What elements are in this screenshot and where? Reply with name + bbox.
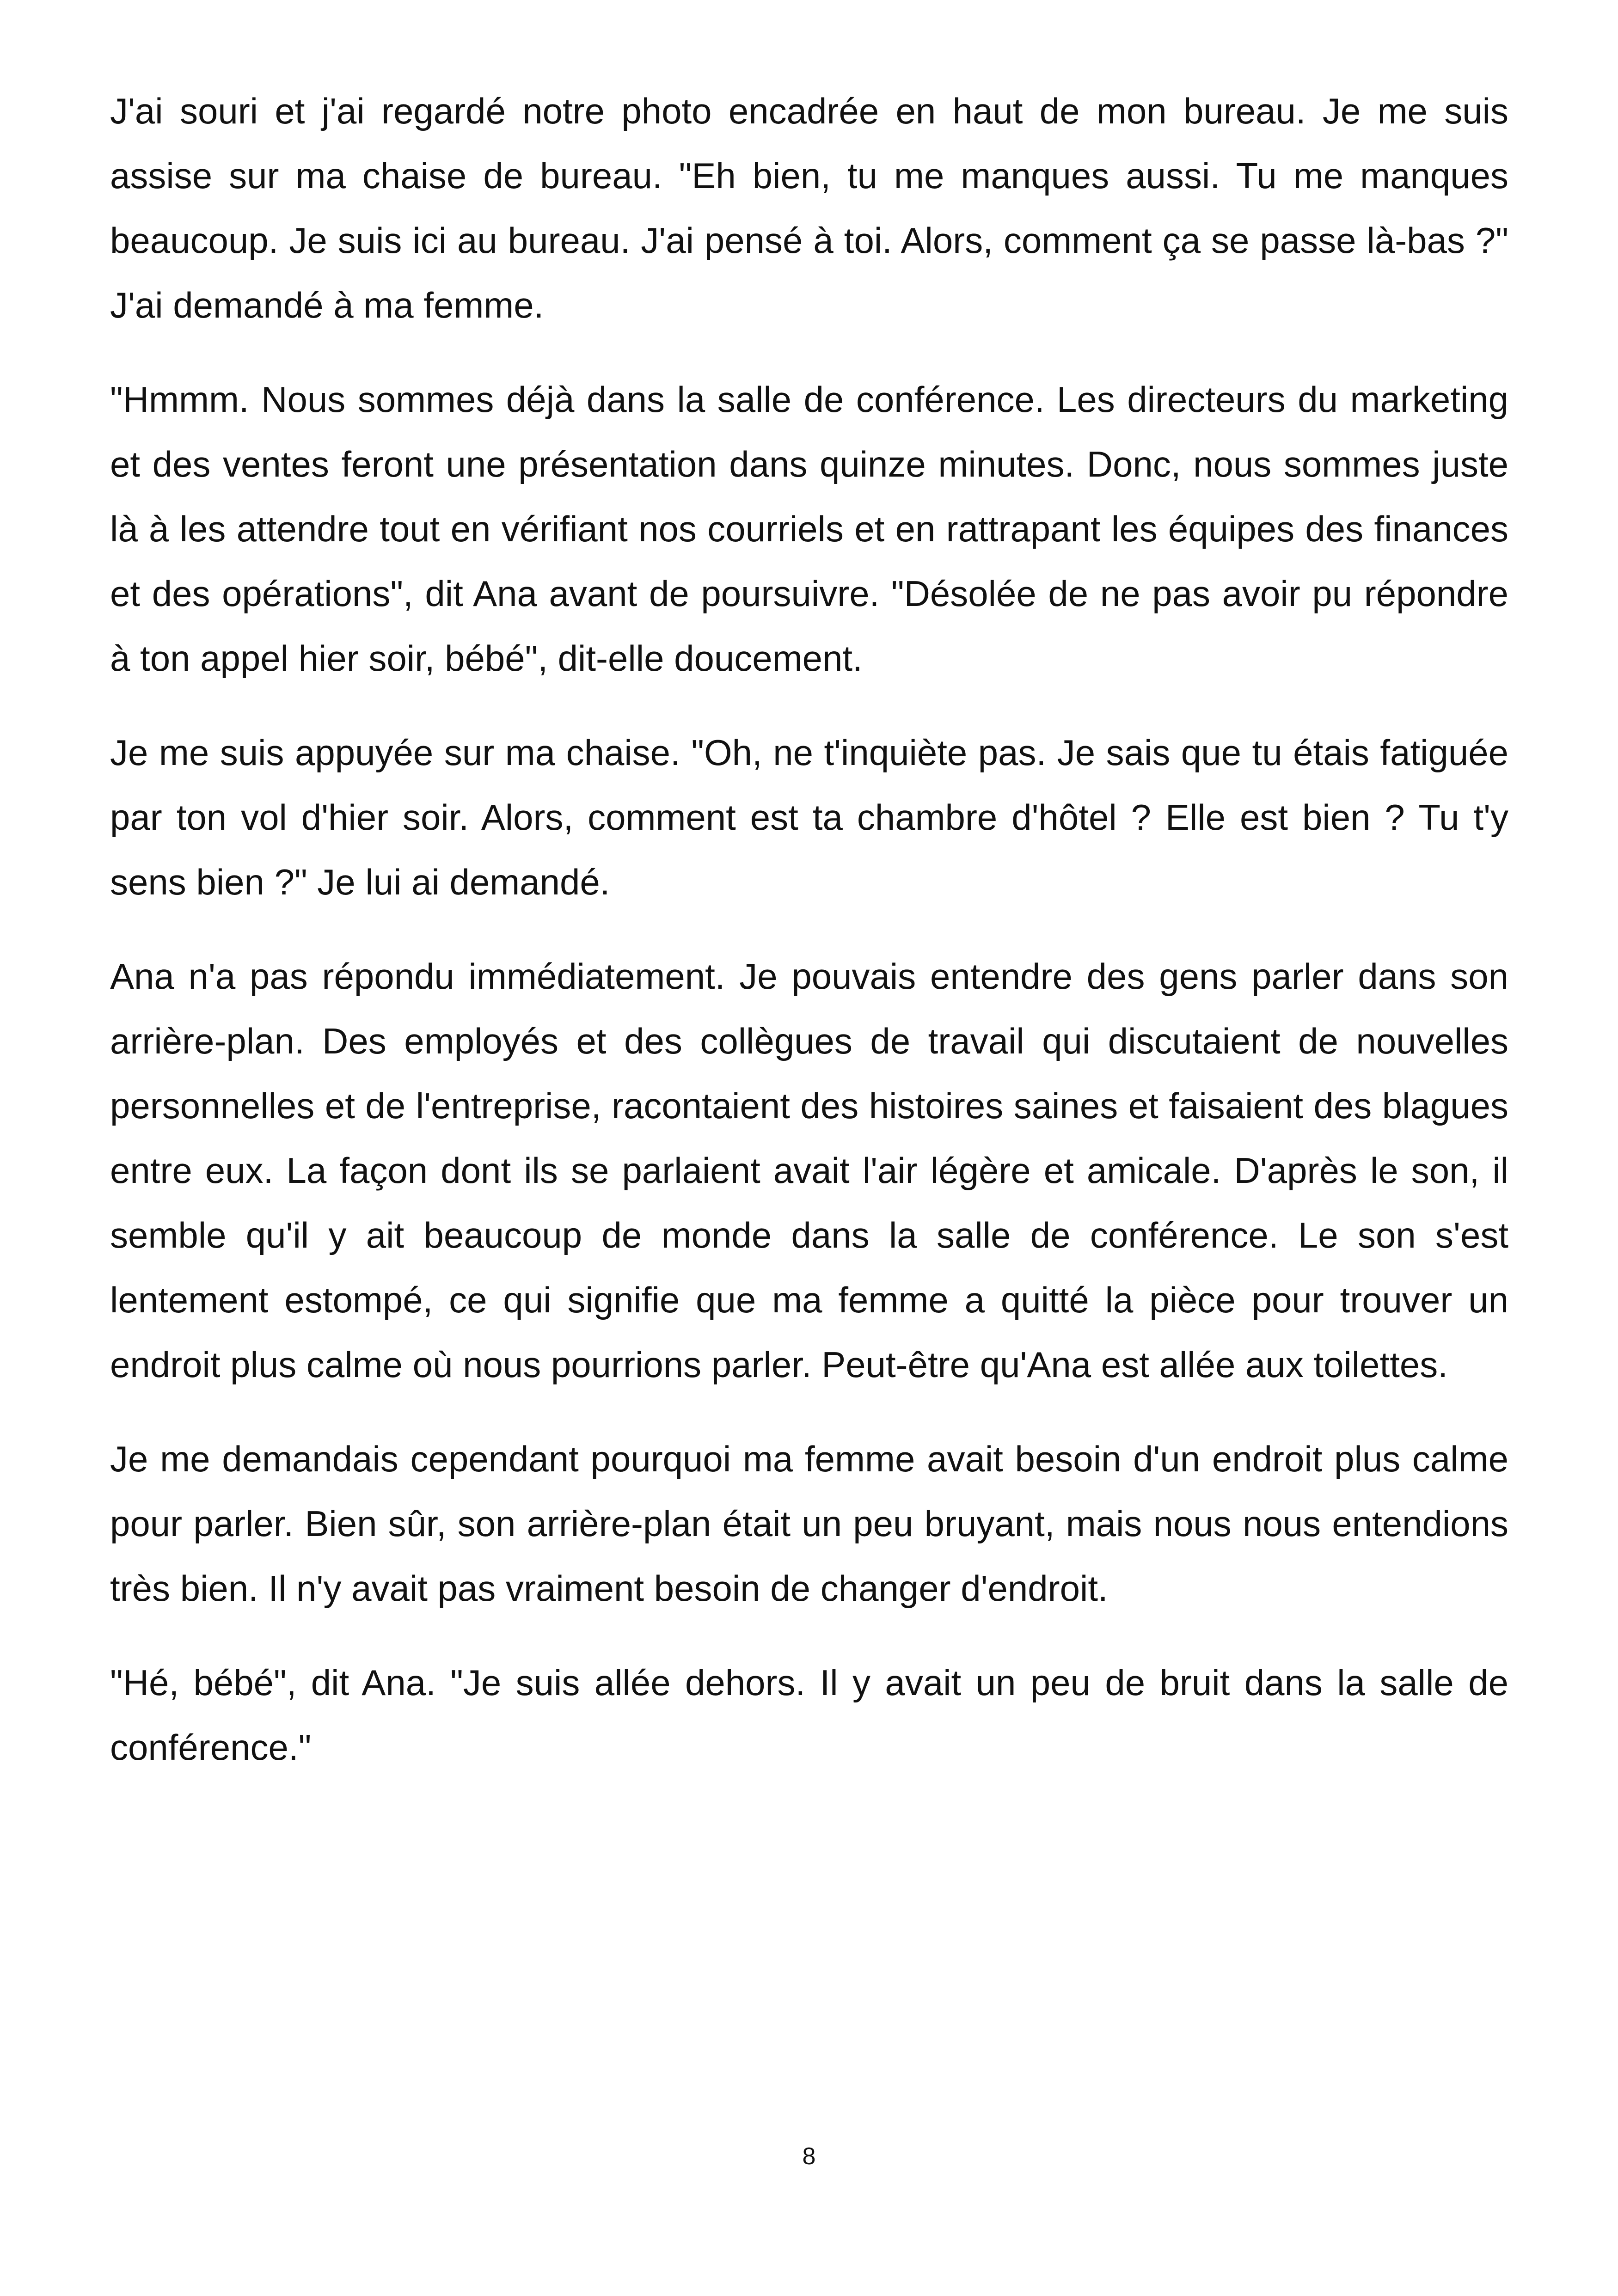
paragraph: J'ai souri et j'ai regardé notre photo encadrée en haut de mon bureau. Je me suis assise sur ma chaise de bureau. "Eh bien, tu me manques aussi. Tu me manques beaucoup. Je suis ici au bureau. J'ai pensé à toi. Alors, comment ça se passe là-bas ?" J'ai demandé à ma femme. <box>110 91 1508 325</box>
page-number: 8 <box>802 2143 816 2170</box>
document-body <box>110 79 1508 1809</box>
paragraph: Je me demandais cependant pourquoi ma femme avait besoin d'un endroit plus calme pour parler. Bien sûr, son arrière-plan était un peu bruyant, mais nous nous entendions très bien. Il n'y avait pas vraiment besoin de changer d'endroit. <box>110 1439 1508 1609</box>
paragraph: Je me suis appuyée sur ma chaise. "Oh, ne t'inquiète pas. Je sais que tu étais fatiguée par ton vol d'hier soir. Alors, comment est ta chambre d'hôtel ? Elle est bien ? Tu t'y sens bien ?" Je lui ai demandé. <box>110 732 1508 902</box>
paragraph: "Hmmm. Nous sommes déjà dans la salle de conférence. Les directeurs du marketing et des ventes feront une présentation dans quinze minutes. Donc, nous sommes juste là à les attendre tout en vérifiant nos courriels et en rattrapant les équipes des finances et des opérations", dit Ana avant de poursuivre. "Désolée de ne pas avoir pu répondre à ton appel hier soir, bébé", dit-elle doucement. <box>110 379 1508 679</box>
paragraph: "Hé, bébé", dit Ana. "Je suis allée dehors. Il y avait un peu de bruit dans la salle de conférence." <box>110 1662 1508 1768</box>
paragraph: Ana n'a pas répondu immédiatement. Je pouvais entendre des gens parler dans son arrière-plan. Des employés et des collègues de travail qui discutaient de nouvelles personnelles et de l'entreprise, racontaient des histoires saines et faisaient des blagues entre eux. La façon dont ils se parlaient avait l'air légère et amicale. D'après le son, il semble qu'il y ait beaucoup de monde dans la salle de conférence. Le son s'est lentement estompé, ce qui signifie que ma femme a quitté la pièce pour trouver un endroit plus calme où nous pourrions parler. Peut-être qu'Ana est allée aux toilettes. <box>110 956 1508 1385</box>
